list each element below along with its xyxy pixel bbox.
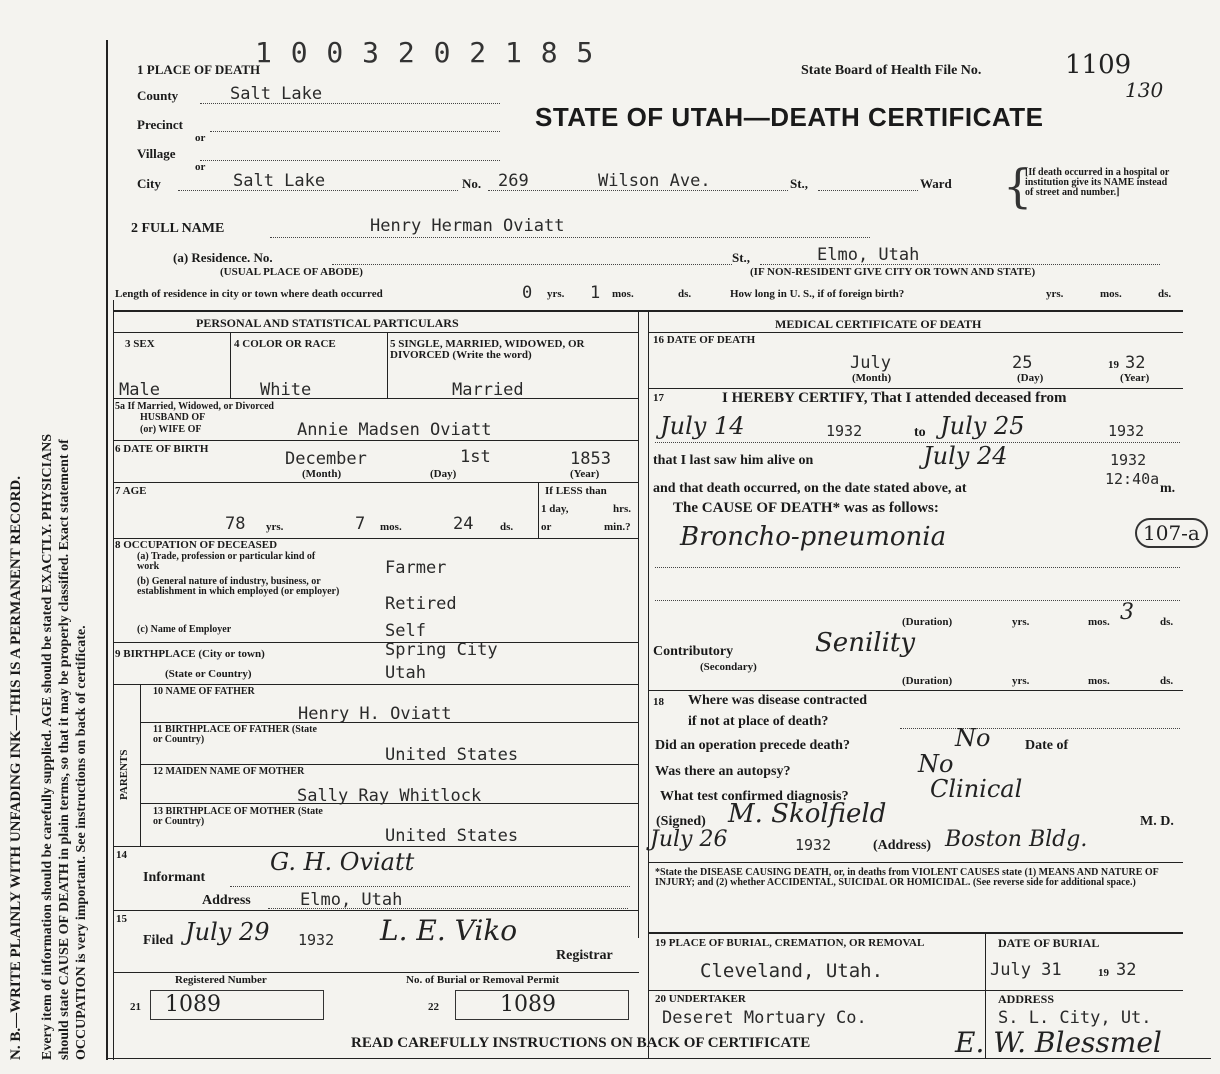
burial-year-prefix: 19 (1098, 967, 1109, 979)
signed-label: (Signed) (656, 814, 706, 829)
hospital-note: [If death occurred in a hospital or institution give its NAME instead of street and number.] (1025, 167, 1170, 198)
test-value: Clinical (930, 775, 1023, 803)
sex-label: 3 SEX (125, 338, 155, 350)
operation-label: Did an operation precede death? (655, 738, 850, 753)
dod-year: 32 (1125, 353, 1146, 373)
birthplace-label: 9 BIRTHPLACE (City or town) (115, 648, 265, 660)
dod-year-prefix: 19 (1108, 359, 1119, 371)
or-2: or (195, 161, 206, 173)
cause-footnote: *State the DISEASE CAUSING DEATH, or, in deaths from VIOLENT CAUSES state (1) MEANS AND NATURE OF INJURY; and (2) whether ACCIDENTAL, SUICIDAL OR HOMICIDAL. (See reverse side for additional space.) (655, 867, 1159, 888)
permit-num: 22 (428, 1001, 439, 1013)
margin-warning: N. B.—WRITE PLAINLY WITH UNFADING INK—THIS IS A PERMANENT RECORD. (8, 476, 24, 1060)
father-birthplace: United States (385, 745, 519, 765)
q18-label-b: if not at place of death? (688, 714, 829, 729)
medical-heading: MEDICAL CERTIFICATE OF DEATH (775, 317, 982, 331)
undertaker-value: Deseret Mortuary Co. (662, 1008, 867, 1028)
registered-number-num: 21 (130, 1001, 141, 1013)
inner-left-border (113, 300, 114, 1060)
registered-number-label: Registered Number (175, 974, 267, 986)
margin-instruction-2: should state CAUSE OF DEATH in plain terms, so that it may be properly classified. Exact statement of (57, 439, 72, 1060)
duration2-label: (Duration) (902, 675, 953, 687)
street-number: 269 (498, 171, 529, 191)
county-label: County (137, 88, 179, 103)
age-ds-label: ds. (500, 521, 514, 533)
color-label: 4 COLOR OR RACE (234, 338, 336, 350)
informant-label: Informant (143, 870, 206, 885)
age-months: 7 (355, 514, 366, 534)
street-no-label: No. (462, 176, 482, 191)
county-value: Salt Lake (230, 84, 323, 104)
attended-from-year: 1932 (826, 422, 863, 440)
dod-day: 25 (1012, 353, 1033, 373)
burial-place: Cleveland, Utah. (700, 960, 884, 982)
dob-month: December (285, 449, 367, 469)
file-no: 1109 (1065, 50, 1132, 80)
test-label: What test confirmed diagnosis? (660, 789, 849, 804)
duration2-mos: mos. (1088, 675, 1110, 687)
left-border (106, 40, 108, 1060)
residence-value: Elmo, Utah (817, 245, 920, 265)
operation-value: No (955, 724, 991, 752)
cause-label: The CAUSE OF DEATH* was as follows: (673, 500, 939, 516)
color-value: White (260, 380, 312, 400)
occupation-heading: 8 OCCUPATION OF DECEASED (115, 539, 278, 551)
file-sub: 130 (1125, 78, 1164, 102)
registrar-label: Registrar (556, 948, 613, 963)
residence-sub: (USUAL PLACE OF ABODE) (220, 266, 363, 278)
duration-label: (Duration) (902, 616, 953, 628)
undertaker-label: 20 UNDERTAKER (655, 993, 746, 1005)
filed-date: July 29 (185, 918, 270, 946)
age-mos-label: mos. (380, 521, 402, 533)
filed-num: 15 (116, 913, 127, 925)
contributory-value: Senility (815, 628, 916, 658)
occupation-value: Farmer (385, 558, 447, 578)
last-saw-label: that I last saw him alive on (653, 453, 814, 468)
page-title: STATE OF UTAH—DEATH CERTIFICATE (535, 102, 1044, 132)
signed-year: 1932 (795, 836, 832, 854)
attended-from: July 14 (660, 412, 745, 440)
nonresident-note: (IF NON-RESIDENT GIVE CITY OR TOWN AND STATE) (750, 266, 1036, 278)
residence-label: (a) Residence. No. (173, 250, 273, 265)
st-label: St., (790, 176, 809, 191)
registered-number: 1089 (165, 992, 221, 1017)
duration-mos: mos. (1088, 616, 1110, 628)
filed-year: 1932 (298, 931, 335, 949)
autopsy-label: Was there an autopsy? (655, 764, 791, 779)
informant-address-label: Address (202, 893, 251, 908)
contributory-sub: (Secondary) (700, 661, 757, 673)
length-mos-label: mos. (612, 288, 634, 300)
precinct-label: Precinct (137, 117, 183, 132)
permit-label: No. of Burial or Removal Permit (406, 974, 560, 986)
foreign-ds: ds. (1158, 288, 1172, 300)
mother-birthplace-label: 13 BIRTHPLACE OF MOTHER (State or Country) (153, 806, 323, 827)
ward-label: Ward (920, 176, 952, 191)
physician-address-label: (Address) (873, 838, 932, 853)
one-day-label: 1 day, (541, 503, 569, 515)
dod-label: 16 DATE OF DEATH (653, 334, 756, 346)
informant-num: 14 (116, 849, 127, 861)
residence-st-label: St., (732, 250, 751, 265)
employer-label: (c) Name of Employer (137, 624, 232, 635)
length-yrs-label: yrs. (547, 288, 565, 300)
occurred-label: and that death occurred, on the date stated above, at (653, 481, 967, 496)
min-label: min.? (604, 521, 631, 533)
md-label: M. D. (1140, 814, 1174, 829)
filed-label: Filed (143, 933, 174, 948)
duration-ds: ds. (1160, 616, 1174, 628)
dod-month: July (850, 353, 891, 373)
physician-signature: M. Skolfield (728, 799, 887, 829)
brace: { (1003, 159, 1033, 213)
contributory-label: Contributory (653, 644, 734, 659)
registrar-signature: L. E. Viko (380, 914, 518, 947)
industry-value: Retired (385, 594, 457, 614)
father-value: Henry H. Oviatt (298, 704, 452, 724)
informant-signature: G. H. Oviatt (270, 848, 415, 876)
marital-value: Married (452, 380, 524, 400)
footer-instructions: READ CAREFULLY INSTRUCTIONS ON BACK OF CERTIFICATE (351, 1035, 811, 1051)
or-min-label: or (541, 521, 552, 533)
burial-date: July 31 (990, 960, 1062, 980)
marital-label: 5 SINGLE, MARRIED, WIDOWED, OR DIVORCED (Write the word) (390, 338, 585, 361)
cause-value: Broncho-pneumonia (680, 522, 947, 552)
city-value: Salt Lake (233, 171, 326, 191)
certify-num: 17 (653, 392, 664, 404)
length-residence-label: Length of residence in city or town where death occurred (115, 288, 383, 300)
full-name-value: Henry Herman Oviatt (370, 216, 565, 236)
autopsy-value: No (918, 750, 954, 778)
less-than-label: If LESS than (545, 485, 607, 497)
father-birthplace-label: 11 BIRTHPLACE OF FATHER (State or Country) (153, 724, 317, 745)
age-label: 7 AGE (115, 485, 147, 497)
dod-day-cap: (Day) (1017, 372, 1044, 384)
dob-year-cap: (Year) (570, 468, 600, 480)
permit-number: 1089 (500, 992, 556, 1017)
hrs-label: hrs. (613, 503, 632, 515)
occupation-a-label: (a) Trade, profession or particular kind of work (137, 551, 316, 572)
attended-to: July 25 (940, 412, 1025, 440)
age-days: 24 (453, 514, 474, 534)
foreign-yrs: yrs. (1046, 288, 1064, 300)
spouse-label-1: 5a If Married, Widowed, or Divorced (115, 401, 274, 412)
date-of-label: Date of (1025, 738, 1069, 753)
duration-yrs: yrs. (1012, 616, 1030, 628)
burial-date-label: DATE OF BURIAL (998, 936, 1100, 950)
informant-address: Elmo, Utah (300, 890, 403, 910)
foreign-mos: mos. (1100, 288, 1122, 300)
m-label: m. (1160, 481, 1176, 496)
birthplace-sub: (State or Country) (165, 668, 252, 680)
age-years: 78 (225, 514, 246, 534)
mother-value: Sally Ray Whitlock (297, 786, 482, 806)
full-name-label: 2 FULL NAME (131, 221, 225, 236)
certify-label: I HEREBY CERTIFY, That I attended deceased from (722, 390, 1067, 406)
duration2-ds: ds. (1160, 675, 1174, 687)
dob-day-cap: (Day) (430, 468, 457, 480)
dob-day: 1st (460, 447, 491, 467)
mother-birthplace: United States (385, 826, 519, 846)
q18-num: 18 (653, 696, 664, 708)
undertaker-address: S. L. City, Ut. (998, 1008, 1152, 1028)
burial-place-label: 19 PLACE OF BURIAL, CREMATION, OR REMOVAL (655, 937, 925, 949)
last-saw-date: July 24 (923, 442, 1008, 470)
dob-year: 1853 (570, 449, 611, 469)
registrar-bottom-signature: E. W. Blessmel (955, 1026, 1162, 1059)
spouse-label-3: (or) WIFE OF (140, 424, 202, 435)
last-saw-year: 1932 (1110, 451, 1147, 469)
duration2-yrs: yrs. (1012, 675, 1030, 687)
father-label: 10 NAME OF FATHER (153, 686, 255, 697)
birthplace-state: Utah (385, 663, 426, 683)
burial-year: 32 (1116, 960, 1137, 980)
occupation-b-label: (b) General nature of industry, business, or establishment in which employed (or employer) (137, 576, 340, 597)
stamp-number: 1 0 0 3 2 0 2 1 8 5 (255, 36, 595, 69)
signed-date: July 26 (650, 827, 728, 852)
dod-month-cap: (Month) (852, 372, 892, 384)
cause-code: 107-a (1135, 518, 1208, 548)
attended-to-year: 1932 (1108, 422, 1145, 440)
margin-instruction-3: OCCUPATION is very important. See instructions on back of certificate. (74, 625, 89, 1060)
spouse-label-2: HUSBAND OF (140, 412, 206, 423)
age-yrs-label: yrs. (266, 521, 284, 533)
undertaker-address-label: ADDRESS (998, 992, 1055, 1006)
dod-year-cap: (Year) (1120, 372, 1150, 384)
q18-label-a: Where was disease contracted (688, 693, 867, 708)
employer-value: Self (385, 621, 426, 641)
to-label: to (914, 425, 926, 440)
personal-heading: PERSONAL AND STATISTICAL PARTICULARS (196, 316, 459, 330)
or-1: or (195, 132, 206, 144)
place-heading: 1 PLACE OF DEATH (137, 62, 261, 77)
village-label: Village (137, 146, 176, 161)
dob-month-cap: (Month) (302, 468, 342, 480)
spouse-value: Annie Madsen Oviatt (297, 420, 492, 440)
birthplace-city: Spring City (385, 640, 498, 660)
sex-value: Male (119, 380, 160, 400)
file-no-label: State Board of Health File No. (801, 63, 982, 78)
duration-mos-value: 3 (1120, 600, 1134, 625)
physician-address: Boston Bldg. (945, 827, 1088, 852)
mother-label: 12 MAIDEN NAME OF MOTHER (153, 766, 305, 777)
dob-label: 6 DATE OF BIRTH (115, 443, 209, 455)
margin-instruction-1: Every item of information should be carefully supplied. AGE should be stated EXACTLY. PHYSICIANS (40, 433, 55, 1060)
death-time: 12:40a (1105, 470, 1160, 488)
length-months: 1 (590, 283, 601, 303)
street-name: Wilson Ave. (598, 171, 711, 191)
foreign-label: How long in U. S., if of foreign birth? (730, 288, 905, 300)
parents-label: PARENTS (118, 749, 130, 800)
length-years: 0 (522, 283, 533, 303)
length-ds-label: ds. (678, 288, 692, 300)
city-label: City (137, 176, 161, 191)
